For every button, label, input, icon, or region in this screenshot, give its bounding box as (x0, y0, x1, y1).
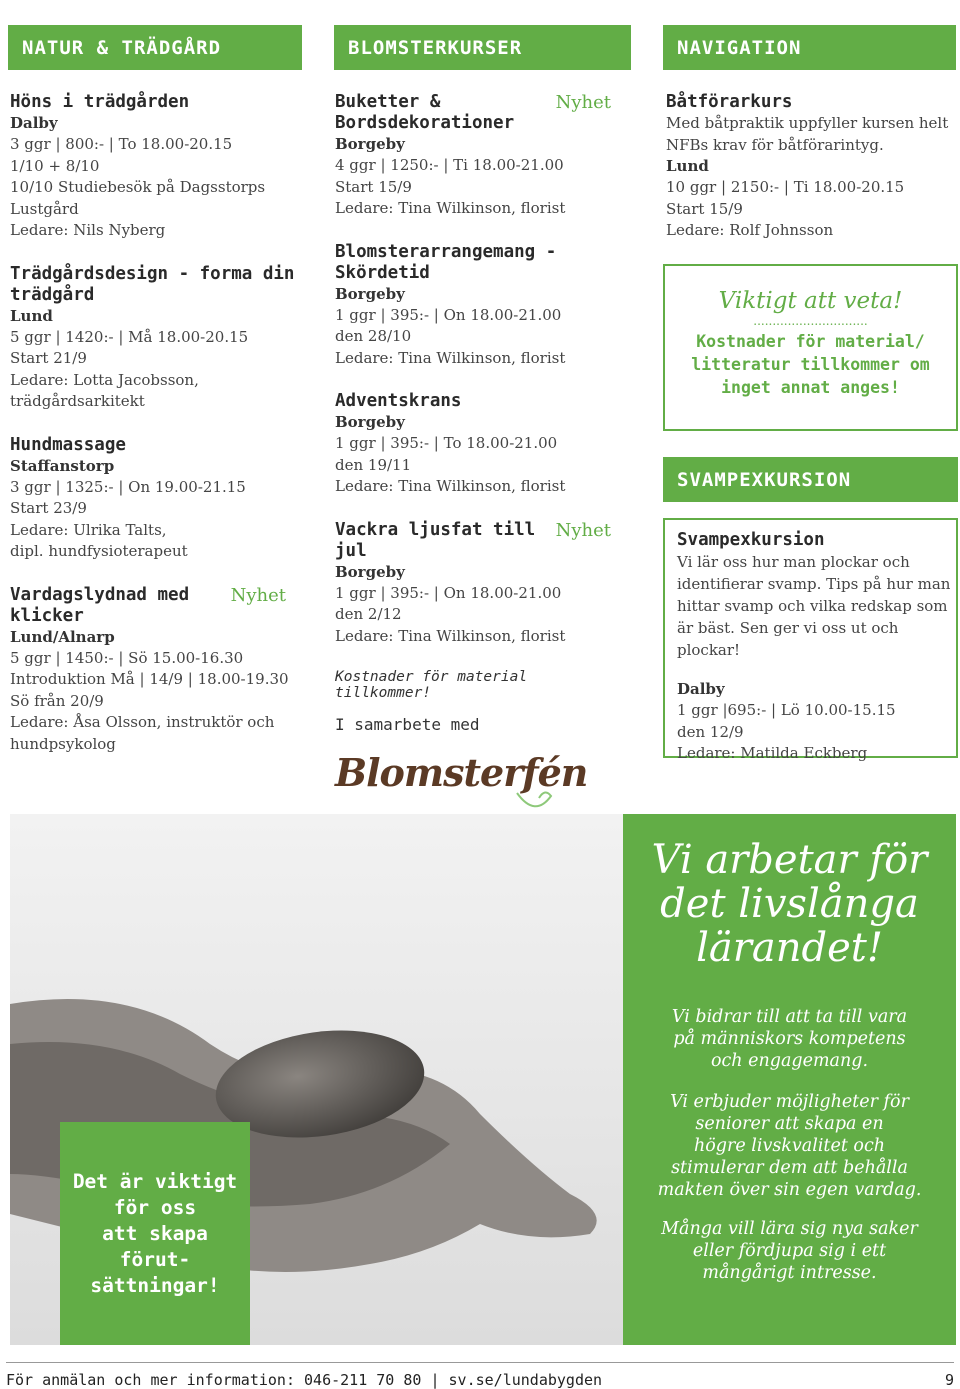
header-blomsterkurser: BLOMSTERKURSER (334, 25, 631, 70)
footer-contact: För anmälan och mer information: 046-211 70 80 | sv.se/lundabygden (6, 1371, 603, 1389)
course-title: Buketter & Bordsdekorationer (335, 92, 515, 133)
collab-label: I samarbete med (335, 715, 480, 734)
blomsterfen-logo: Blomsterfén (335, 750, 555, 810)
svamp-desc: hittar svamp och vilka redskap som (677, 597, 948, 615)
ad-paragraph: på människors kompetens (673, 1029, 906, 1049)
course-line: 1 ggr | 395:- | On 18.00-21.00 (335, 583, 562, 602)
course-place: Borgeby (335, 135, 405, 153)
ad-paragraph: Många vill lära sig nya saker (661, 1219, 918, 1239)
info-box (663, 264, 958, 431)
svamp-title: Svampexkursion (677, 530, 825, 550)
svamp-line: 1 ggr |695:- | Lö 10.00-15.15 (677, 701, 896, 719)
course-desc: Med båtpraktik uppfyller kursen helt (666, 114, 949, 132)
course-line: Ledare: Tina Wilkinson, florist (335, 626, 566, 645)
callout-line: sättningar! (90, 1273, 220, 1297)
svamp-desc: identifierar svamp. Tips på hur man (677, 575, 951, 593)
course-line: 1 ggr | 395:- | To 18.00-21.00 (335, 434, 558, 452)
course-line: Ledare: Rolf Johnsson (666, 221, 834, 239)
callout-line: Det är viktigt (72, 1169, 238, 1193)
header-navigation: NAVIGATION (663, 25, 956, 70)
ad-paragraph: stimulerar dem att behålla (671, 1158, 908, 1178)
info-title: Viktigt att veta! (718, 288, 903, 314)
course-line: Sö från 20/9 (10, 691, 104, 710)
course-line: 1 ggr | 395:- | On 18.00-21.00 (335, 305, 562, 324)
callout-line: förut- (119, 1247, 191, 1271)
course-line: Ledare: Tina Wilkinson, florist (335, 348, 566, 367)
course-line: 5 ggr | 1450:- | Sö 15.00-16.30 (10, 648, 244, 667)
course-line: Ledare: Tina Wilkinson, florist (335, 199, 566, 217)
course-title: Blomsterarrangemang - Skördetid (335, 241, 557, 283)
course-entry (335, 520, 625, 648)
course-place: Borgeby (335, 562, 405, 581)
course-title: Båtförarkurs (666, 92, 793, 112)
course-line: Ledare: Åsa Olsson, instruktör och (10, 713, 275, 731)
info-dots: .............................. (753, 314, 868, 328)
nyhet-badge: Nyhet (230, 584, 286, 606)
ad-headline: det livslånga (660, 881, 919, 927)
course-title: Hundmassage (10, 434, 126, 455)
header-natur: NATUR & TRÄDGÅRD (8, 25, 302, 70)
header-svampexkursion: SVAMPEXKURSION (663, 457, 958, 502)
svamp-place: Dalby (677, 680, 725, 698)
nyhet-badge: Nyhet (555, 519, 611, 541)
course-line: den 2/12 (335, 605, 402, 623)
course-place: Borgeby (335, 284, 405, 303)
course-line: Ledare: Nils Nyberg (10, 221, 166, 239)
course-place: Lund (10, 306, 53, 325)
course-line: Ledare: Ulrika Talts, (10, 520, 167, 539)
course-title: Adventskrans (335, 391, 462, 411)
info-text: Kostnader för material/ litteratur tillkommer om inget annat anges! (691, 332, 930, 397)
svamp-line: den 12/9 (677, 722, 744, 741)
column-natur (10, 92, 300, 777)
ad-headline: Vi arbetar för (651, 837, 928, 883)
course-place: Dalby (10, 114, 58, 132)
course-title: Vardagslydnad med klicker (10, 584, 190, 626)
course-line: Introduktion Må | 14/9 | 18.00-19.30 (10, 670, 289, 688)
column-blomster (335, 92, 625, 810)
svamp-box (663, 518, 958, 762)
course-line: 1/10 + 8/10 (10, 156, 100, 175)
ad-text-panel (623, 814, 956, 1345)
course-line: Start 15/9 (666, 199, 743, 218)
ad-paragraph: och engagemang. (710, 1051, 869, 1071)
course-line: Start 21/9 (10, 349, 87, 367)
course-place: Lund (666, 157, 709, 175)
svamp-line: Ledare: Matilda Eckberg (677, 744, 868, 762)
course-title: Trädgårdsdesign - forma din trädgård (10, 263, 295, 305)
ad-paragraph: Vi bidrar till att ta till vara (671, 1007, 908, 1027)
course-line: Start 23/9 (10, 499, 87, 517)
course-entry (10, 435, 300, 563)
course-entry (10, 264, 300, 413)
course-line: Start 15/9 (335, 177, 412, 196)
course-line: hundpsykolog (10, 734, 116, 753)
course-entry (335, 242, 625, 370)
course-place: Lund/Alnarp (10, 627, 115, 646)
nyhet-badge: Nyhet (555, 92, 611, 113)
course-line: 10 ggr | 2150:- | Ti 18.00-20.15 (666, 178, 905, 196)
ad-paragraph: Vi erbjuder möjligheter för (670, 1092, 909, 1112)
course-place: Borgeby (335, 413, 405, 431)
svamp-desc: Vi lär oss hur man plockar och (677, 553, 910, 571)
page-number: 9 (944, 1371, 954, 1389)
course-line: Ledare: Tina Wilkinson, florist (335, 477, 566, 495)
course-place: Staffanstorp (10, 456, 115, 475)
ad-paragraph: eller fördjupa sig i ett (692, 1241, 887, 1261)
column-navigation (666, 92, 956, 242)
course-entry (10, 92, 300, 242)
course-line: 10/10 Studiebesök på Dagsstorps (10, 178, 266, 196)
course-title: Vackra ljusfat till jul (335, 519, 536, 561)
course-line: 3 ggr | 1325:- | On 19.00-21.15 (10, 477, 246, 496)
course-line: Lustgård (10, 199, 79, 218)
ad-paragraph: högre livskvalitet och (693, 1136, 886, 1156)
ad-paragraph: makten över sin egen vardag. (657, 1180, 922, 1200)
course-entry (335, 391, 625, 498)
callout-line: att skapa (102, 1221, 208, 1245)
callout-box (60, 1122, 250, 1345)
course-line: den 28/10 (335, 327, 412, 345)
course-line: 4 ggr | 1250:- | Ti 18.00-21.00 (335, 156, 564, 174)
course-line: trädgårdsarkitekt (10, 392, 145, 410)
course-line: 5 ggr | 1420:- | Må 18.00-20.15 (10, 327, 249, 346)
course-line: 3 ggr | 800:- | To 18.00-20.15 (10, 135, 233, 153)
material-note: Kostnader för material tillkommer! (335, 669, 528, 701)
course-entry (335, 92, 625, 220)
course-line: dipl. hundfysioterapeut (10, 542, 188, 560)
ad-headline: lärandet! (696, 925, 883, 971)
course-entry (10, 585, 300, 756)
ad-paragraph: mångårigt intresse. (702, 1263, 877, 1283)
svamp-desc: är bäst. Sen ger vi oss ut och plockar! (677, 619, 899, 659)
course-line: den 19/11 (335, 455, 412, 474)
course-title: Höns i trädgården (10, 92, 190, 112)
ad-paragraph: seniorer att skapa en (695, 1114, 884, 1134)
course-line: Ledare: Lotta Jacobsson, (10, 370, 199, 389)
callout-line: för oss (113, 1195, 197, 1219)
course-desc: NFBs krav för båtförarintyg. (666, 135, 884, 154)
page-footer (6, 1362, 954, 1389)
